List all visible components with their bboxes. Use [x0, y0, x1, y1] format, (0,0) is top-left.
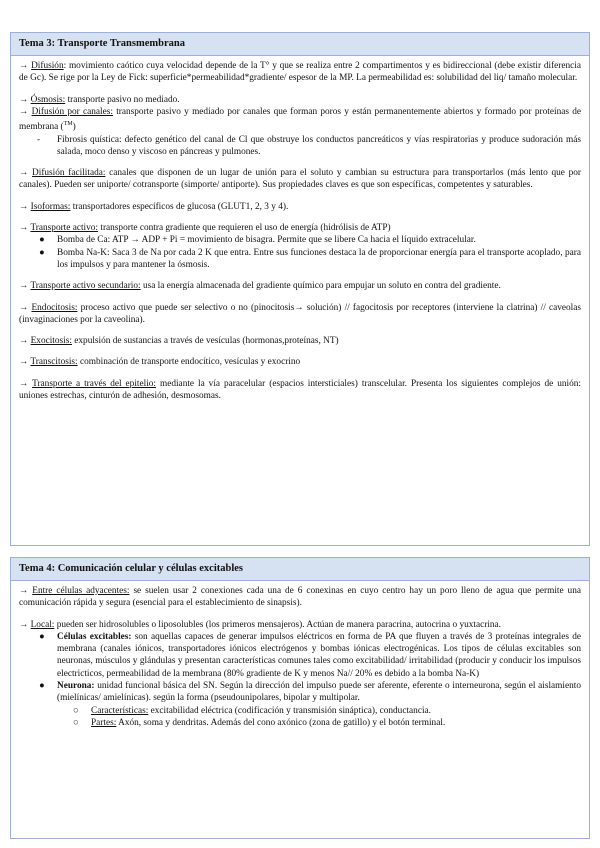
- paragraph-local: → Local: pueden ser hidrosolubles o liposolubles (los primeros mensajeros). Actúan de manera paracrina, autocrina o yuxtacrina.: [19, 619, 502, 630]
- section-body: [11, 56, 589, 402]
- term: Endocitosis:: [31, 302, 78, 313]
- term: Local:: [30, 619, 55, 630]
- paragraph-osmosis: → Ósmosis: transporte pasivo no mediado.: [19, 94, 180, 105]
- paragraph-adyacentes: → Entre células adyacentes: se suelen usar 2 conexiones cada una de 6 conexinas en cuyo centro hay un poro lleno de agua que permite una comunicación rápida y segura (esencial para el establecimiento de sinapsis).: [19, 586, 581, 609]
- list-item: ○ Características: excitabilidad eléctrica (codificación y transmisión sináptica), conductancia.: [73, 705, 431, 716]
- list-item: ● Células excitables: son aquellas capaces de generar impulsos eléctricos en forma de PA que fluyen a través de 3 proteínas integrales de membrana (canales iónicos, transportadores iónicos electrógenos y bombas iónicas electrogénicas. Los tipos de células excitables son neuronas, músculos y glándulas y presentan características comunes tales como excitabilidad/ irritabilidad (producir y conducir los impulsos electricticos, permeabilidad de la membrana (80% gradiente de K y menos Na// 20% es debido a la bomba Na-K): [39, 631, 581, 679]
- term: Características:: [91, 705, 149, 716]
- section-title: Tema 4: Comunicación celular y células excitables: [11, 558, 589, 581]
- section-title: Tema 3: Transporte Transmembrana: [11, 33, 589, 56]
- paragraph-transporte-activo: → Transporte activo: transporte contra gradiente que requieren el uso de energía (hidrólisis de ATP): [19, 223, 391, 234]
- term: Transporte a través del epitelio:: [32, 378, 157, 389]
- term: Difusión por canales:: [31, 106, 113, 117]
- term: Ósmosis:: [30, 94, 66, 105]
- paragraph-difusion-canales: → Difusión por canales: transporte pasivo y mediado por canales que forman poros y están permanentemente abiertos y formado por proteínas de membrana (™): [19, 106, 581, 133]
- term: Exocitosis:: [30, 336, 72, 347]
- list-item: - Fibrosis quística: defecto genético del canal de Cl que obstruye los conductos pancreáticos y vías respiratorias y produce sudoración más salada, moco denso y viscoso en páncreas y pulmones.: [37, 134, 581, 157]
- paragraph-activo-secundario: → Transporte activo secundario: usa la energía almacenada del gradiente químico para empujar un soluto en contra del gradiente.: [19, 281, 501, 292]
- term: Transporte activo secundario:: [30, 281, 141, 292]
- section-tema-3: [10, 32, 590, 546]
- term: Transporte activo:: [30, 223, 99, 234]
- term: Isoformas:: [30, 201, 71, 212]
- list-item: ● Bomba de Ca: ATP → ADP + Pi = movimiento de bisagra. Permite que se libere Ca hacia el líquido extracelular.: [39, 235, 476, 246]
- term: Entre células adyacentes:: [32, 586, 130, 596]
- paragraph-isoformas: → Isoformas: transportadores específicos de glucosa (GLUT1, 2, 3 y 4).: [19, 201, 289, 212]
- list-item: ● Neurona: unidad funcional básica del SN. Según la dirección del impulso puede ser aferente, eferente o interneurona, según el aislamiento (mielínicas/ amielínicas). según la forma (pseudounipolares, bipolar y multipolar.: [39, 681, 581, 704]
- paragraph-transcitosis: → Transcitosis: combinación de transporte endocítico, vesículas y exocrino: [19, 357, 301, 368]
- term: Células excitables:: [57, 631, 132, 642]
- term: Partes:: [91, 717, 117, 728]
- paragraph-epitelio: → Transporte a través del epitelio: mediante la vía paracelular (espacios intersticiales) transcelular. Presenta los siguientes complejos de unión: uniones estrechas, cinturón de adhesión, desmosomas.: [19, 378, 582, 402]
- section-tema-4: [10, 557, 590, 839]
- section-body: [11, 581, 589, 729]
- term: Difusión: [31, 61, 64, 71]
- paragraph-difusion: → Difusión: movimiento caótico cuya velocidad depende de la T° y que se realiza entre 2 compartimentos y es bidireccional (debe existir diferencia de Gc). Se rige por la Ley de Fick: superficie*permeabilidad*gradiente/ espesor de la MP. La permeabilidad es: solubilidad del liq/ tamaño molecular.: [19, 61, 581, 84]
- paragraph-exocitosis: → Exocitosis: expulsión de sustancias a través de vesículas (hormonas,proteínas, NT): [19, 336, 339, 347]
- term: Neurona:: [57, 681, 95, 692]
- term: Difusión facilitada:: [32, 168, 106, 179]
- paragraph-endocitosis: → Endocitosis: proceso activo que puede ser selectivo o no (pinocitosis→ solución) // fagocitosis por receptores (interviene la clatrina) // caveolas (invaginaciones por la caveolina).: [19, 302, 581, 325]
- paragraph-difusion-facilitada: → Difusión facilitada: canales que disponen de un lugar de unión para el soluto y cambian su estructura para transportarlos (más lento que por canales). Pueden ser uniporte/ cotransporte (simporte/ antiporte). Sus propiedades claves es que son específicas, competentes y saturables.: [19, 168, 581, 191]
- term: Transcitosis:: [30, 357, 78, 368]
- list-item: ● Bomba Na-K: Saca 3 de Na por cada 2 K que entra. Entre sus funciones destaca la de proporcionar energía para el transporte acoplado, para los impulsos y para mantener la ósmosis.: [39, 247, 581, 270]
- list-item: ○ Partes: Axón, soma y dendritas. Además del cono axónico (zona de gatillo) y el botón terminal.: [73, 717, 446, 728]
